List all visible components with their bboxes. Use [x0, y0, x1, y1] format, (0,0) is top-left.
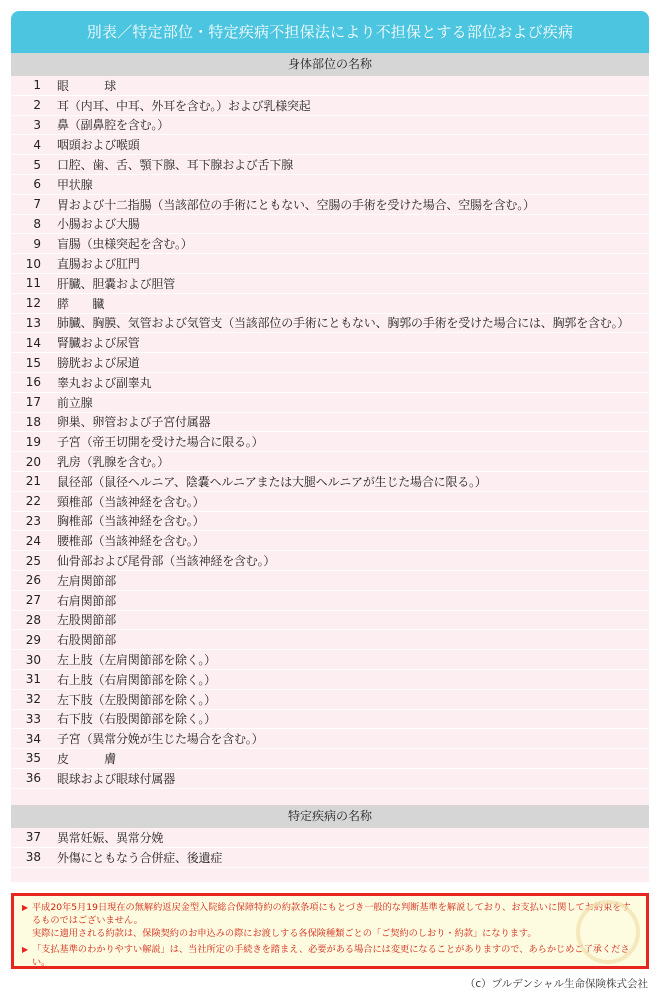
body-parts-list [11, 76, 649, 789]
table-row [11, 512, 649, 532]
disclaimer-line-2: 実際に適用される約款は、保険契約のお申込みの際にお渡しする各保険種類ごとの「ご契約のしおり・約款」になります。 [32, 928, 537, 939]
row-name: 左下肢（左股関節部を除く。） [57, 692, 216, 707]
row-number: 38 [25, 850, 41, 865]
table-row [11, 611, 649, 631]
row-name: 仙骨部および尾骨部（当該神経を含む。） [57, 554, 276, 569]
table-row [11, 413, 649, 433]
row-number: 18 [25, 414, 41, 429]
disclaimer-box [11, 893, 649, 969]
row-name: 膵 臓 [57, 296, 105, 311]
row-number: 13 [25, 315, 41, 330]
table-row [11, 234, 649, 254]
company-seal-watermark [576, 900, 640, 964]
table-row [11, 749, 649, 769]
row-name: 子宮（異常分娩が生じた場合を含む。） [57, 732, 264, 747]
disclaimer-item [22, 943, 638, 969]
row-number: 28 [25, 612, 41, 627]
table-row [11, 175, 649, 195]
table-row [11, 353, 649, 373]
exclusion-table [11, 11, 649, 882]
triangle-bullet-icon: ▶ [22, 945, 29, 954]
disclaimer-item [22, 901, 638, 940]
table-row [11, 650, 649, 670]
row-number: 10 [25, 256, 41, 271]
row-number: 33 [25, 711, 41, 726]
row-name: 甲状腺 [57, 177, 93, 192]
row-name: 外傷にともなう合併症、後遺症 [57, 850, 223, 865]
row-number: 35 [25, 751, 41, 766]
row-number: 19 [25, 434, 41, 449]
table-row [11, 848, 649, 868]
table-row [11, 729, 649, 749]
row-number: 25 [25, 553, 41, 568]
row-name: 胸椎部（当該神経を含む。） [57, 514, 205, 529]
row-number: 5 [33, 157, 41, 172]
table-row [11, 314, 649, 334]
row-number: 31 [25, 672, 41, 687]
disclaimer-line-3: 「支払基準のわかりやすい解説」は、当社所定の手続きを踏まえ、必要がある場合には変更になることがありますので、あらかじめご了承ください。 [32, 944, 630, 968]
row-name: 左上肢（左肩関節部を除く。） [57, 653, 216, 667]
disease-list [11, 828, 649, 868]
row-number: 21 [25, 474, 41, 489]
table-row [11, 551, 649, 571]
row-name: 前立腺 [57, 395, 93, 410]
row-number: 23 [25, 513, 41, 528]
table-row [11, 195, 649, 215]
row-name: 右肩関節部 [57, 593, 117, 608]
row-number: 32 [25, 692, 41, 707]
copyright-footer: （c）プルデンシャル生命保険株式会社 [464, 978, 648, 990]
row-number: 22 [25, 494, 41, 509]
row-number: 20 [25, 454, 41, 469]
table-row [11, 333, 649, 353]
row-name: 頸椎部（当該神経を含む。） [57, 494, 205, 509]
row-number: 24 [25, 533, 41, 548]
table-row [11, 76, 649, 96]
row-number: 15 [25, 355, 41, 370]
row-name: 鼠径部（鼠径ヘルニア、陰嚢ヘルニアまたは大腿ヘルニアが生じた場合に限る。） [57, 474, 487, 489]
section-spacer [11, 789, 649, 805]
table-row [11, 135, 649, 155]
row-name: 鼻（副鼻腔を含む。） [57, 118, 170, 133]
row-number: 7 [33, 197, 41, 212]
disease-section-header: 特定疾病の名称 [11, 805, 649, 828]
table-row [11, 571, 649, 591]
row-name: 睾丸および副睾丸 [57, 375, 152, 390]
row-name: 膀胱および尿道 [57, 356, 140, 371]
table-row [11, 591, 649, 611]
disclaimer-line-1: 平成20年5月19日現在の無解約返戻金型入院総合保障特約の約款条項にもとづき一般的な判断基準を解説しており、お支払いに関してお約束をするものではございません。 [32, 902, 631, 926]
table-row [11, 373, 649, 393]
row-name: 眼 球 [57, 78, 117, 93]
row-name: 小腸および大腸 [57, 217, 140, 232]
row-number: 4 [33, 137, 41, 152]
row-number: 6 [33, 177, 41, 192]
row-name: 腰椎部（当該神経を含む。） [57, 534, 205, 549]
row-number: 16 [25, 375, 41, 390]
row-name: 右上肢（右肩関節部を除く。） [57, 672, 216, 687]
table-row [11, 452, 649, 472]
row-name: 卵巣、卵管および子宮付属器 [57, 415, 211, 430]
row-number: 1 [33, 78, 41, 93]
table-row [11, 294, 649, 314]
row-name: 左肩関節部 [57, 573, 117, 588]
row-number: 29 [25, 632, 41, 647]
row-number: 9 [33, 236, 41, 251]
row-name: 咽頭および喉頭 [57, 138, 140, 153]
list-bottom-spacer [11, 868, 649, 882]
row-name: 右股関節部 [57, 633, 117, 648]
row-name: 左股関節部 [57, 613, 117, 628]
row-number: 8 [33, 216, 41, 231]
table-row [11, 828, 649, 848]
table-row [11, 531, 649, 551]
row-name: 眼球および眼球付属器 [57, 771, 176, 786]
row-name: 子宮（帝王切開を受けた場合に限る。） [57, 435, 264, 450]
page-title: 別表／特定部位・特定疾病不担保法により不担保とする部位および疾病 [11, 11, 649, 53]
row-name: 口腔、歯、舌、顎下腺、耳下腺および舌下腺 [57, 158, 294, 173]
row-name: 直腸および肛門 [57, 257, 140, 272]
table-row [11, 670, 649, 690]
table-row [11, 769, 649, 789]
table-row [11, 690, 649, 710]
row-name: 乳房（乳腺を含む。） [57, 455, 170, 470]
row-number: 17 [25, 395, 41, 410]
row-number: 36 [25, 771, 41, 786]
table-row [11, 393, 649, 413]
row-name: 盲腸（虫様突起を含む。） [57, 237, 193, 252]
table-row [11, 492, 649, 512]
table-row [11, 215, 649, 235]
triangle-bullet-icon: ▶ [22, 903, 29, 912]
table-row [11, 155, 649, 175]
row-number: 2 [33, 98, 41, 113]
row-number: 12 [25, 296, 41, 311]
table-row [11, 96, 649, 116]
table-row [11, 116, 649, 136]
row-name: 腎臓および尿管 [57, 336, 140, 351]
table-row [11, 274, 649, 294]
table-row [11, 710, 649, 730]
row-number: 3 [33, 117, 41, 132]
row-number: 34 [25, 731, 41, 746]
row-number: 27 [25, 593, 41, 608]
row-name: 右下肢（右股関節部を除く。） [57, 712, 216, 727]
row-name: 皮 膚 [57, 751, 117, 766]
row-name: 異常妊娠、異常分娩 [57, 830, 164, 845]
row-name: 肺臓、胸膜、気管および気管支（当該部位の手術にともない、胸郭の手術を受けた場合には、胸郭を含む。） [57, 316, 630, 331]
table-row [11, 254, 649, 274]
row-name: 耳（内耳、中耳、外耳を含む。）および乳様突起 [57, 98, 311, 113]
table-row [11, 432, 649, 452]
row-number: 11 [25, 276, 41, 291]
table-row [11, 472, 649, 492]
row-number: 14 [25, 335, 41, 350]
row-number: 26 [25, 573, 41, 588]
row-name: 肝臓、胆嚢および胆管 [57, 276, 176, 291]
row-number: 30 [25, 652, 41, 667]
table-row [11, 630, 649, 650]
row-name: 胃および十二指腸（当該部位の手術にともない、空腸の手術を受けた場合、空腸を含む。） [57, 197, 535, 212]
row-number: 37 [25, 830, 41, 845]
body-section-header: 身体部位の名称 [11, 53, 649, 76]
